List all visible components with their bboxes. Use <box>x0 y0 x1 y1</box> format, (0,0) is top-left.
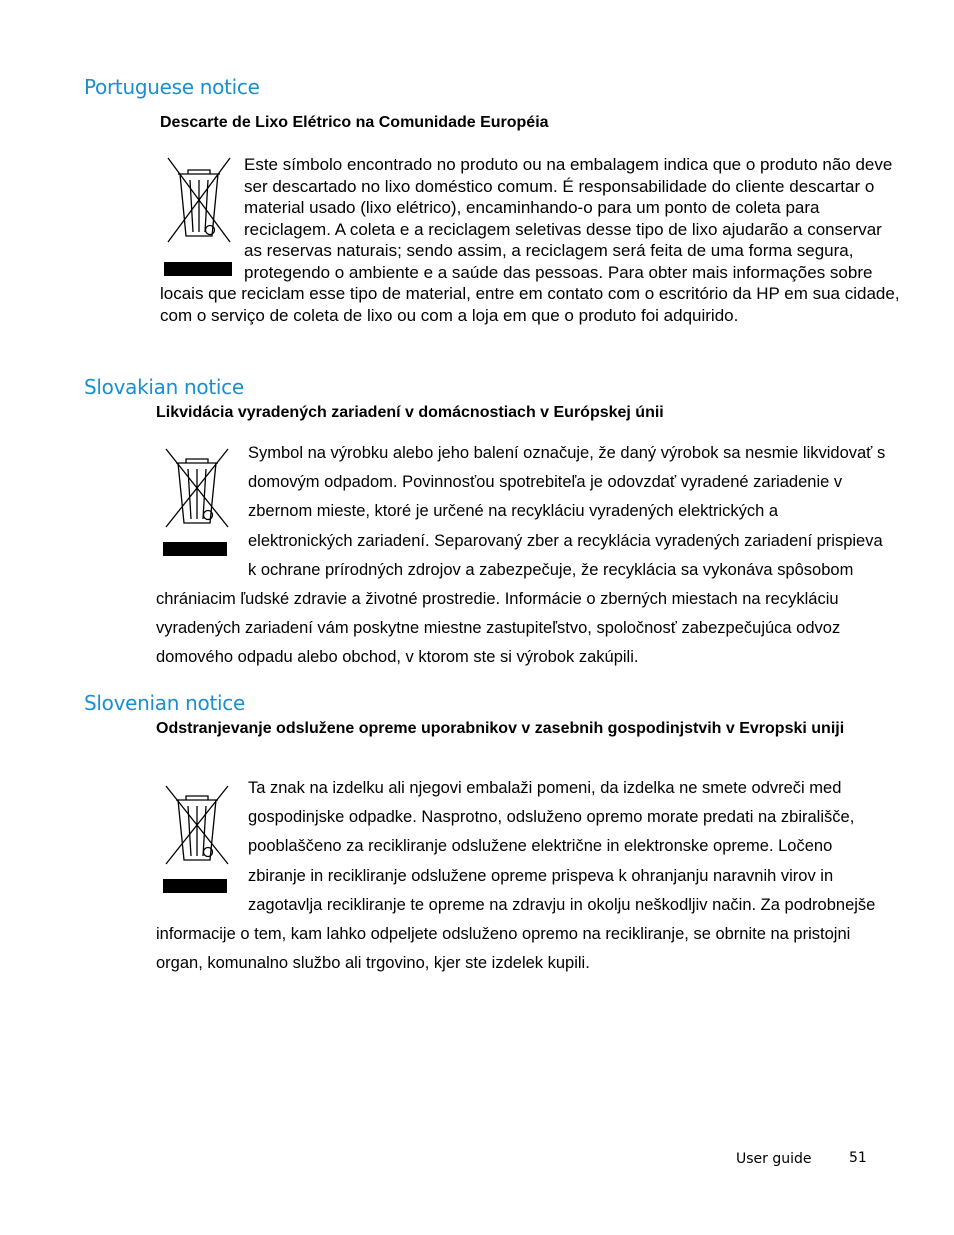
notice-paragraph-slovakian: Symbol na výrobku alebo jeho balení označuje, že daný výrobok sa nesmie likvidovať s domovým odpadom. Povinnosťou spotrebiteľa je odovzdať vyradené zariadenie v zbernom mieste, ktoré je určené na recykláciu vyradených elektrických a elektronických zariadení. Separovaný zber a recyklácia vyradených zariadení prispieva k ochrane prírodných zdrojov a zabezpečuje, že recyklácia sa vykonáva spôsobom chrániacim ľudské zdravie a životné prostredie. Informácie o zberných miestach na recykláciu vyradených zariadení vám poskytne miestne zastupiteľstvo, spoločnosť zabezpečujúca odvoz domového odpadu alebo obchod, v ktorom ste si výrobok zakúpili. <box>156 444 886 667</box>
notice-paragraph-slovenian: Ta znak na izdelku ali njegovi embalaži pomeni, da izdelka ne smete odvreči med gospodinjske odpadke. Nasprotno, odsluženo opremo morate predati na zbirališče, pooblaščeno za recikliranje odslužene električne in elektronske opreme. Ločeno zbiranje in recikliranje odslužene opreme prispeva k ohranjanju naravnih virov in zagotavlja recikliranje te opreme na zdravju in okolju neškodljiv način. Za podrobnejše informacije o tem, kam lahko odpeljete odsluženo opremo na recikliranje, se obrnite na pristojni organ, komunalno službo ali trgovino, kjer ste izdelek kupili. <box>156 779 876 973</box>
section-heading-slovenian: Slovenian notice <box>84 691 245 715</box>
notice-paragraph-portuguese: Este símbolo encontrado no produto ou na embalagem indica que o produto não deve ser descartado no lixo doméstico comum. É responsabilidade do cliente descartar o material usado (lixo elétrico), encaminhando-o para um ponto de coleta para reciclagem. A coleta e a reciclagem seletivas desse tipo de lixo ajudarão a conservar as reservas naturais; sendo assim, a reciclagem será feita de uma forma segura, protegendo o ambiente e a saúde das pessoas. Para obter mais informações sobre locais que reciclam esse tipo de material, entre em contato com o escritório da HP em sua cidade, com o serviço de coleta de lixo ou com a loja em que o produto foi adquirido. <box>160 155 900 325</box>
section-heading-portuguese: Portuguese notice <box>84 75 260 99</box>
section-subheading-slovenian: Odstranjevanje odslužene opreme uporabnikov v zasebnih gospodinjstvih v Evropski uniji <box>156 720 845 737</box>
section-heading-slovakian: Slovakian notice <box>84 375 244 399</box>
page-number: 51 <box>849 1150 867 1166</box>
section-subheading-portuguese: Descarte de Lixo Elétrico na Comunidade Européia <box>160 114 549 131</box>
footer-label: User guide <box>736 1151 812 1167</box>
section-subheading-slovakian: Likvidácia vyradených zariadení v domácnostiach v Európskej únii <box>156 404 664 421</box>
